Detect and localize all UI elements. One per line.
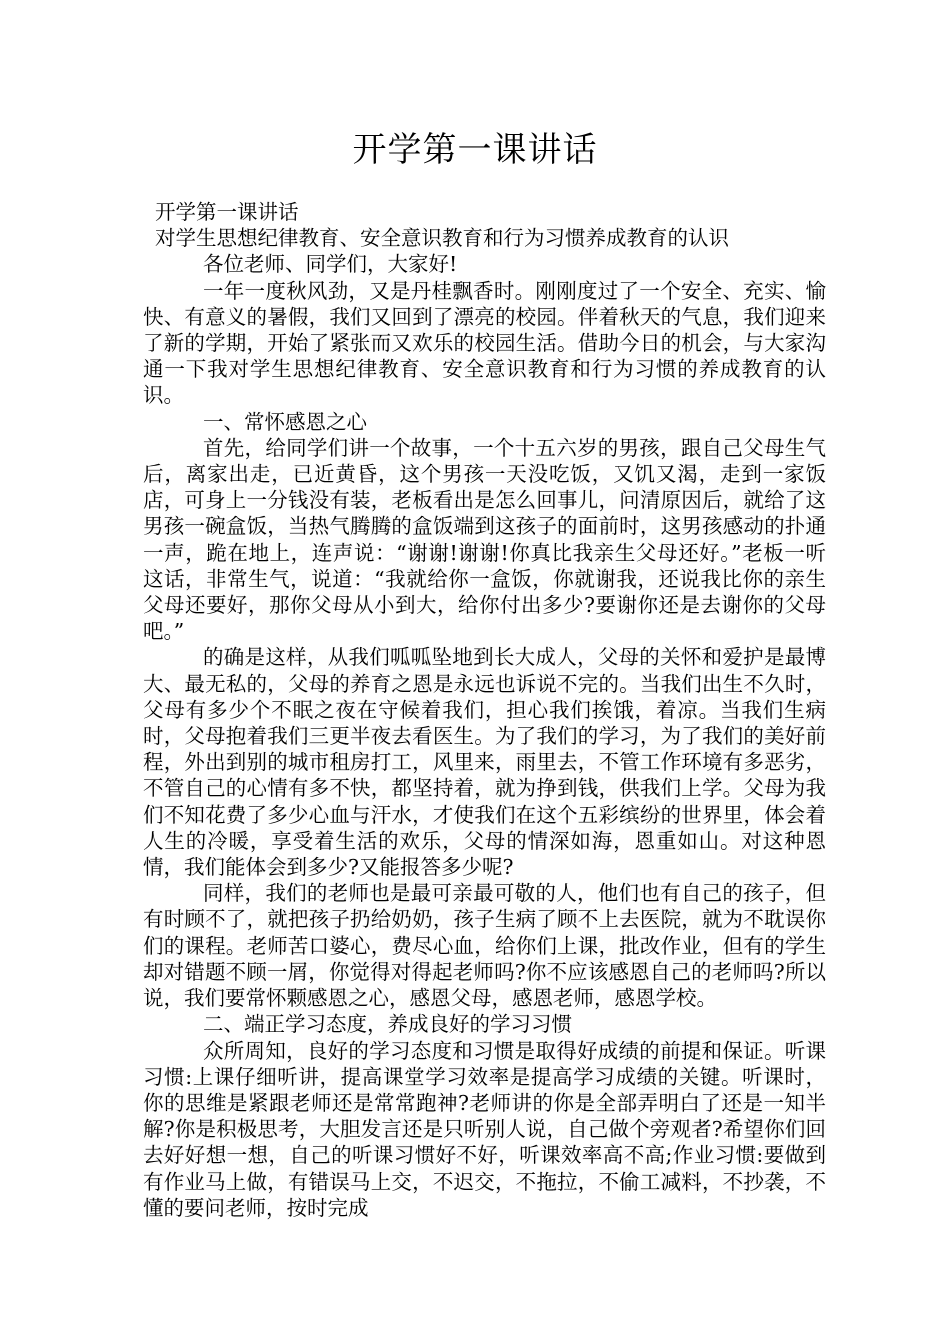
paragraph-intro: 一年一度秋风劲，又是丹桂飘香时。刚刚度过了一个安全、充实、愉快、有意义的暑假，我们又回到了漂亮的校园。伴着秋天的气息，我们迎来了新的学期，开始了紧张而又欢乐的校园生活。借助今日的机会，与大家沟通一下我对学生思想纪律教育、安全意识教育和行为习惯的养成教育的认识。 [143,278,826,408]
document-topic: 对学生思想纪律教育、安全意识教育和行为习惯养成教育的认识 [155,226,729,251]
section-heading-gratitude: 一、常怀感恩之心 [203,409,367,434]
document-subtitle: 开学第一课讲话 [155,200,299,224]
paragraph-study-habits: 众所周知，良好的学习态度和习惯是取得好成绩的前提和保证。听课习惯:上课仔细听讲，提高课堂学习效率是提高学习成绩的关键。听课时，你的思维是紧跟老师还是常常跑神?老师讲的你是全部弄明白了还是一知半解?你是积极思考，大胆发言还是只听别人说，自己做个旁观者?希望你们回去好好想一想，自己的听课习惯好不好，听课效率高不高;作业习惯:要做到有作业马上做，有错误马上交，不迟交，不拖拉，不偷工减料，不抄袭，不懂的要问老师，按时完成 [143,1038,826,1220]
greeting-line: 各位老师、同学们，大家好! [203,252,458,277]
paragraph-parents: 的确是这样，从我们呱呱坠地到长大成人，父母的关怀和爱护是最博大、最无私的，父母的养育之恩是永远也诉说不完的。当我们出生不久时，父母有多少个不眠之夜在守候着我们，担心我们挨饿，着凉。当我们生病时，父母抱着我们三更半夜去看医生。为了我们的学习，为了我们的美好前程，外出到别的城市租房打工，风里来，雨里去，不管工作环境有多恶劣，不管自己的心情有多不快，都坚持着，就为挣到钱，供我们上学。父母为我们不知花费了多少心血与汗水，才使我们在这个五彩缤纷的世界里，体会着人生的冷暖，享受着生活的欢乐，父母的情深如海，恩重如山。对这种恩情，我们能体会到多少?又能报答多少呢? [143,645,826,880]
paragraph-teachers: 同样，我们的老师也是最可亲最可敬的人，他们也有自己的孩子，但有时顾不了，就把孩子扔给奶奶，孩子生病了顾不上去医院，就为不耽误你们的课程。老师苦口婆心，费尽心血，给你们上课，批改作业，但有的学生却对错题不顾一屑，你觉得对得起老师吗?你不应该感恩自己的老师吗?所以说，我们要常怀颗感恩之心，感恩父母，感恩老师，感恩学校。 [143,881,826,1011]
section-heading-study-habits: 二、端正学习态度，养成良好的学习习惯 [203,1012,572,1037]
document-body [143,199,826,1221]
paragraph-story: 首先，给同学们讲一个故事，一个十五六岁的男孩，跟自己父母生气后，离家出走，已近黄昏，这个男孩一天没吃饭，又饥又渴，走到一家饭店，可身上一分钱没有装，老板看出是怎么回事儿，问清原因后，就给了这男孩一碗盒饭，当热气腾腾的盒饭端到这孩子的面前时，这男孩感动的扑通一声，跪在地上，连声说：“谢谢!谢谢!你真比我亲生父母还好。”老板一听这话，非常生气，说道：“我就给你一盒饭，你就谢我，还说我比你的亲生父母还要好，那你父母从小到大，给你付出多少?要谢你还是去谢你的父母吧。” [143,435,826,644]
document-title: 开学第一课讲话 [352,130,598,170]
